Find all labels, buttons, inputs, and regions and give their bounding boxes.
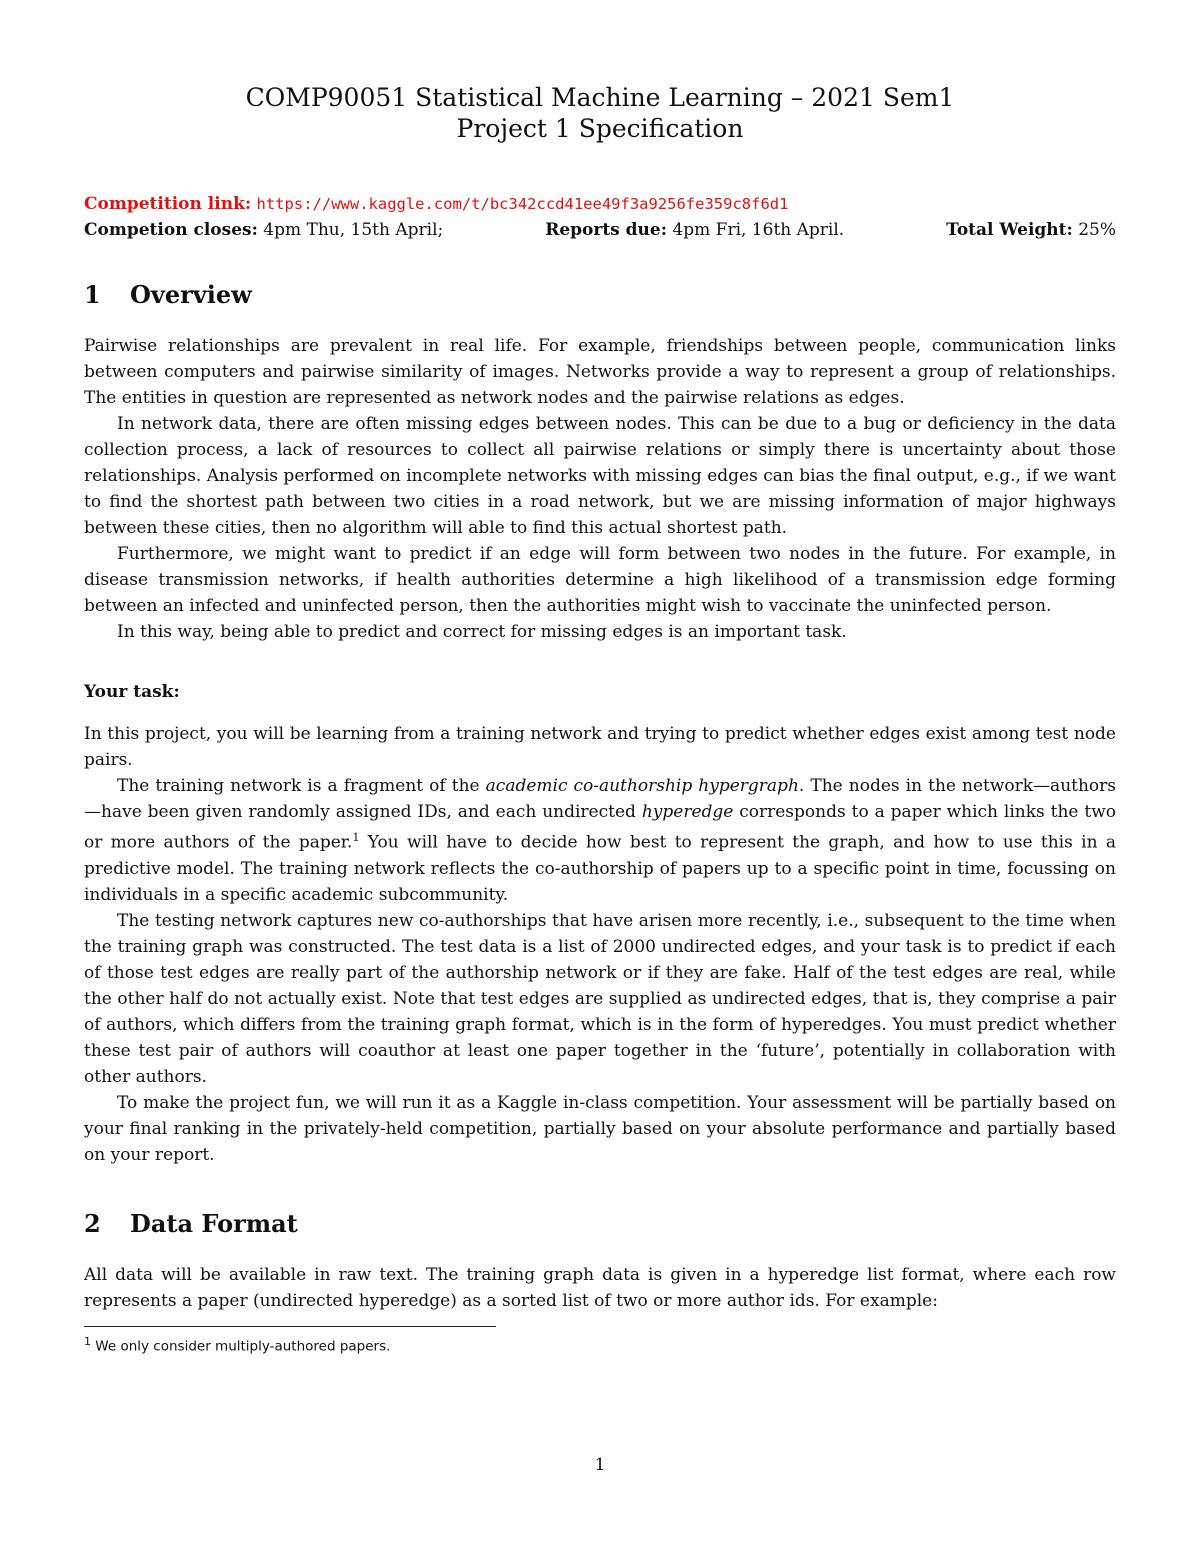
closes-label: Competion closes:: [84, 220, 258, 240]
total-weight: [946, 219, 1116, 241]
footnote-mark: 1: [352, 831, 360, 844]
task-heading: Your task:: [84, 682, 180, 702]
text-run: corresponds to a paper which links the two or more authors of the paper.: [84, 802, 1117, 853]
emphasis-term: hyperedge: [641, 802, 734, 822]
footnote: [84, 1333, 390, 1356]
section-title: Data Format: [130, 1209, 298, 1238]
footnote-text: We only consider multiply-authored papers.: [95, 1338, 391, 1355]
competition-link-line: [84, 193, 1116, 215]
task-body: [84, 721, 1116, 1168]
paragraph: In this way, being able to predict and correct for missing edges is an important task.: [117, 622, 847, 642]
reports-label: Reports due:: [545, 220, 668, 240]
competition-closes: [84, 219, 443, 241]
footnote-divider: [84, 1326, 496, 1327]
paragraph: To make the project fun, we will run it as a Kaggle in-class competition. Your assessment will be partially based on your final ranking in the privately-held competition, partially based on your absolute performance and partially based on your report.: [84, 1092, 1116, 1165]
competition-link[interactable]: https://www.kaggle.com/t/bc342ccd41ee49f3a9256fe359c8f6d1: [256, 195, 789, 213]
text-run: The training network is a fragment of the: [117, 776, 486, 796]
paragraph: All data will be available in raw text. The training graph data is given in a hyperedge list format, where each row represents a paper (undirected hyperedge) as a sorted list of two or more author ids. For example:: [84, 1265, 1116, 1311]
competition-link-label: Competition link:: [84, 194, 252, 214]
paragraph: Furthermore, we might want to predict if an edge will form between two nodes in the future. For example, in disease transmission networks, if health authorities determine a high likelihood of a transmission edge forming between an infected and uninfected person, then the authorities might wish to vaccinate the uninfected person.: [84, 544, 1116, 616]
paragraph: In network data, there are often missing edges between nodes. This can be due to a bug or deficiency in the data collection process, a lack of resources to collect all pairwise relations or simply there is uncertainty about those relationships. Analysis performed on incomplete networks with missing edges can bias the final output, e.g., if we want to find the shortest path between two cities in a road network, but we are missing information of major highways between these cities, then no algorithm will able to find this actual shortest path.: [84, 414, 1116, 538]
text-run: . The nodes in the network—authors—have been given randomly assigned IDs, and each undirected: [84, 776, 1117, 822]
weight-label: Total Weight:: [946, 220, 1073, 240]
section-number: 1: [84, 280, 101, 309]
title-block: [84, 82, 1116, 144]
weight-value: 25%: [1078, 220, 1116, 240]
reports-value: 4pm Fri, 16th April.: [672, 220, 845, 240]
page-number: 1: [594, 1455, 606, 1475]
paragraph: Pairwise relationships are prevalent in real life. For example, friendships between people, communication links between computers and pairwise similarity of images. Networks provide a way to represent a group of relationships. The entities in question are represented as network nodes and the pairwise relations as edges.: [84, 336, 1116, 408]
section-heading-overview: [84, 280, 252, 310]
overview-body: [84, 333, 1116, 645]
text-run: You will have to decide how best to represent the graph, and how to use this in a predictive model. The training network reflects the co-authorship of papers up to a specific point in time, focussing on individuals in a specific academic subcommunity.: [84, 832, 1116, 905]
emphasis-term: academic co-authorship hypergraph: [485, 776, 799, 796]
closes-value: 4pm Thu, 15th April;: [263, 220, 444, 240]
document-subtitle: Project 1 Specification: [456, 114, 744, 143]
document-title: COMP90051 Statistical Machine Learning – 2021 Sem1: [245, 83, 955, 112]
paragraph: The testing network captures new co-authorships that have arisen more recently, i.e., subsequent to the time when the training graph was constructed. The test data is a list of 2000 undirected edges, and your task is to predict if each of those test edges are really part of the authorship network or if they are fake. Half of the test edges are real, while the other half do not actually exist. Note that test edges are supplied as undirected edges, that is, they comprise a pair of authors, which differs from the training graph format, which is in the form of hyperedges. You must predict whether these test pair of authors will coauthor at least one paper together in the ‘future’, potentially in collaboration with other authors.: [84, 910, 1116, 1087]
paragraph: In this project, you will be learning from a training network and trying to predict whether edges exist among test node pairs.: [84, 724, 1116, 770]
deadlines-line: [84, 219, 1116, 241]
section-title: Overview: [130, 280, 252, 309]
paragraph: [84, 773, 1116, 908]
section-heading-data-format: [84, 1209, 298, 1239]
section-number: 2: [84, 1209, 101, 1238]
reports-due: [545, 219, 844, 241]
footnote-mark: 1: [84, 1335, 91, 1348]
data-format-body: [84, 1262, 1116, 1314]
